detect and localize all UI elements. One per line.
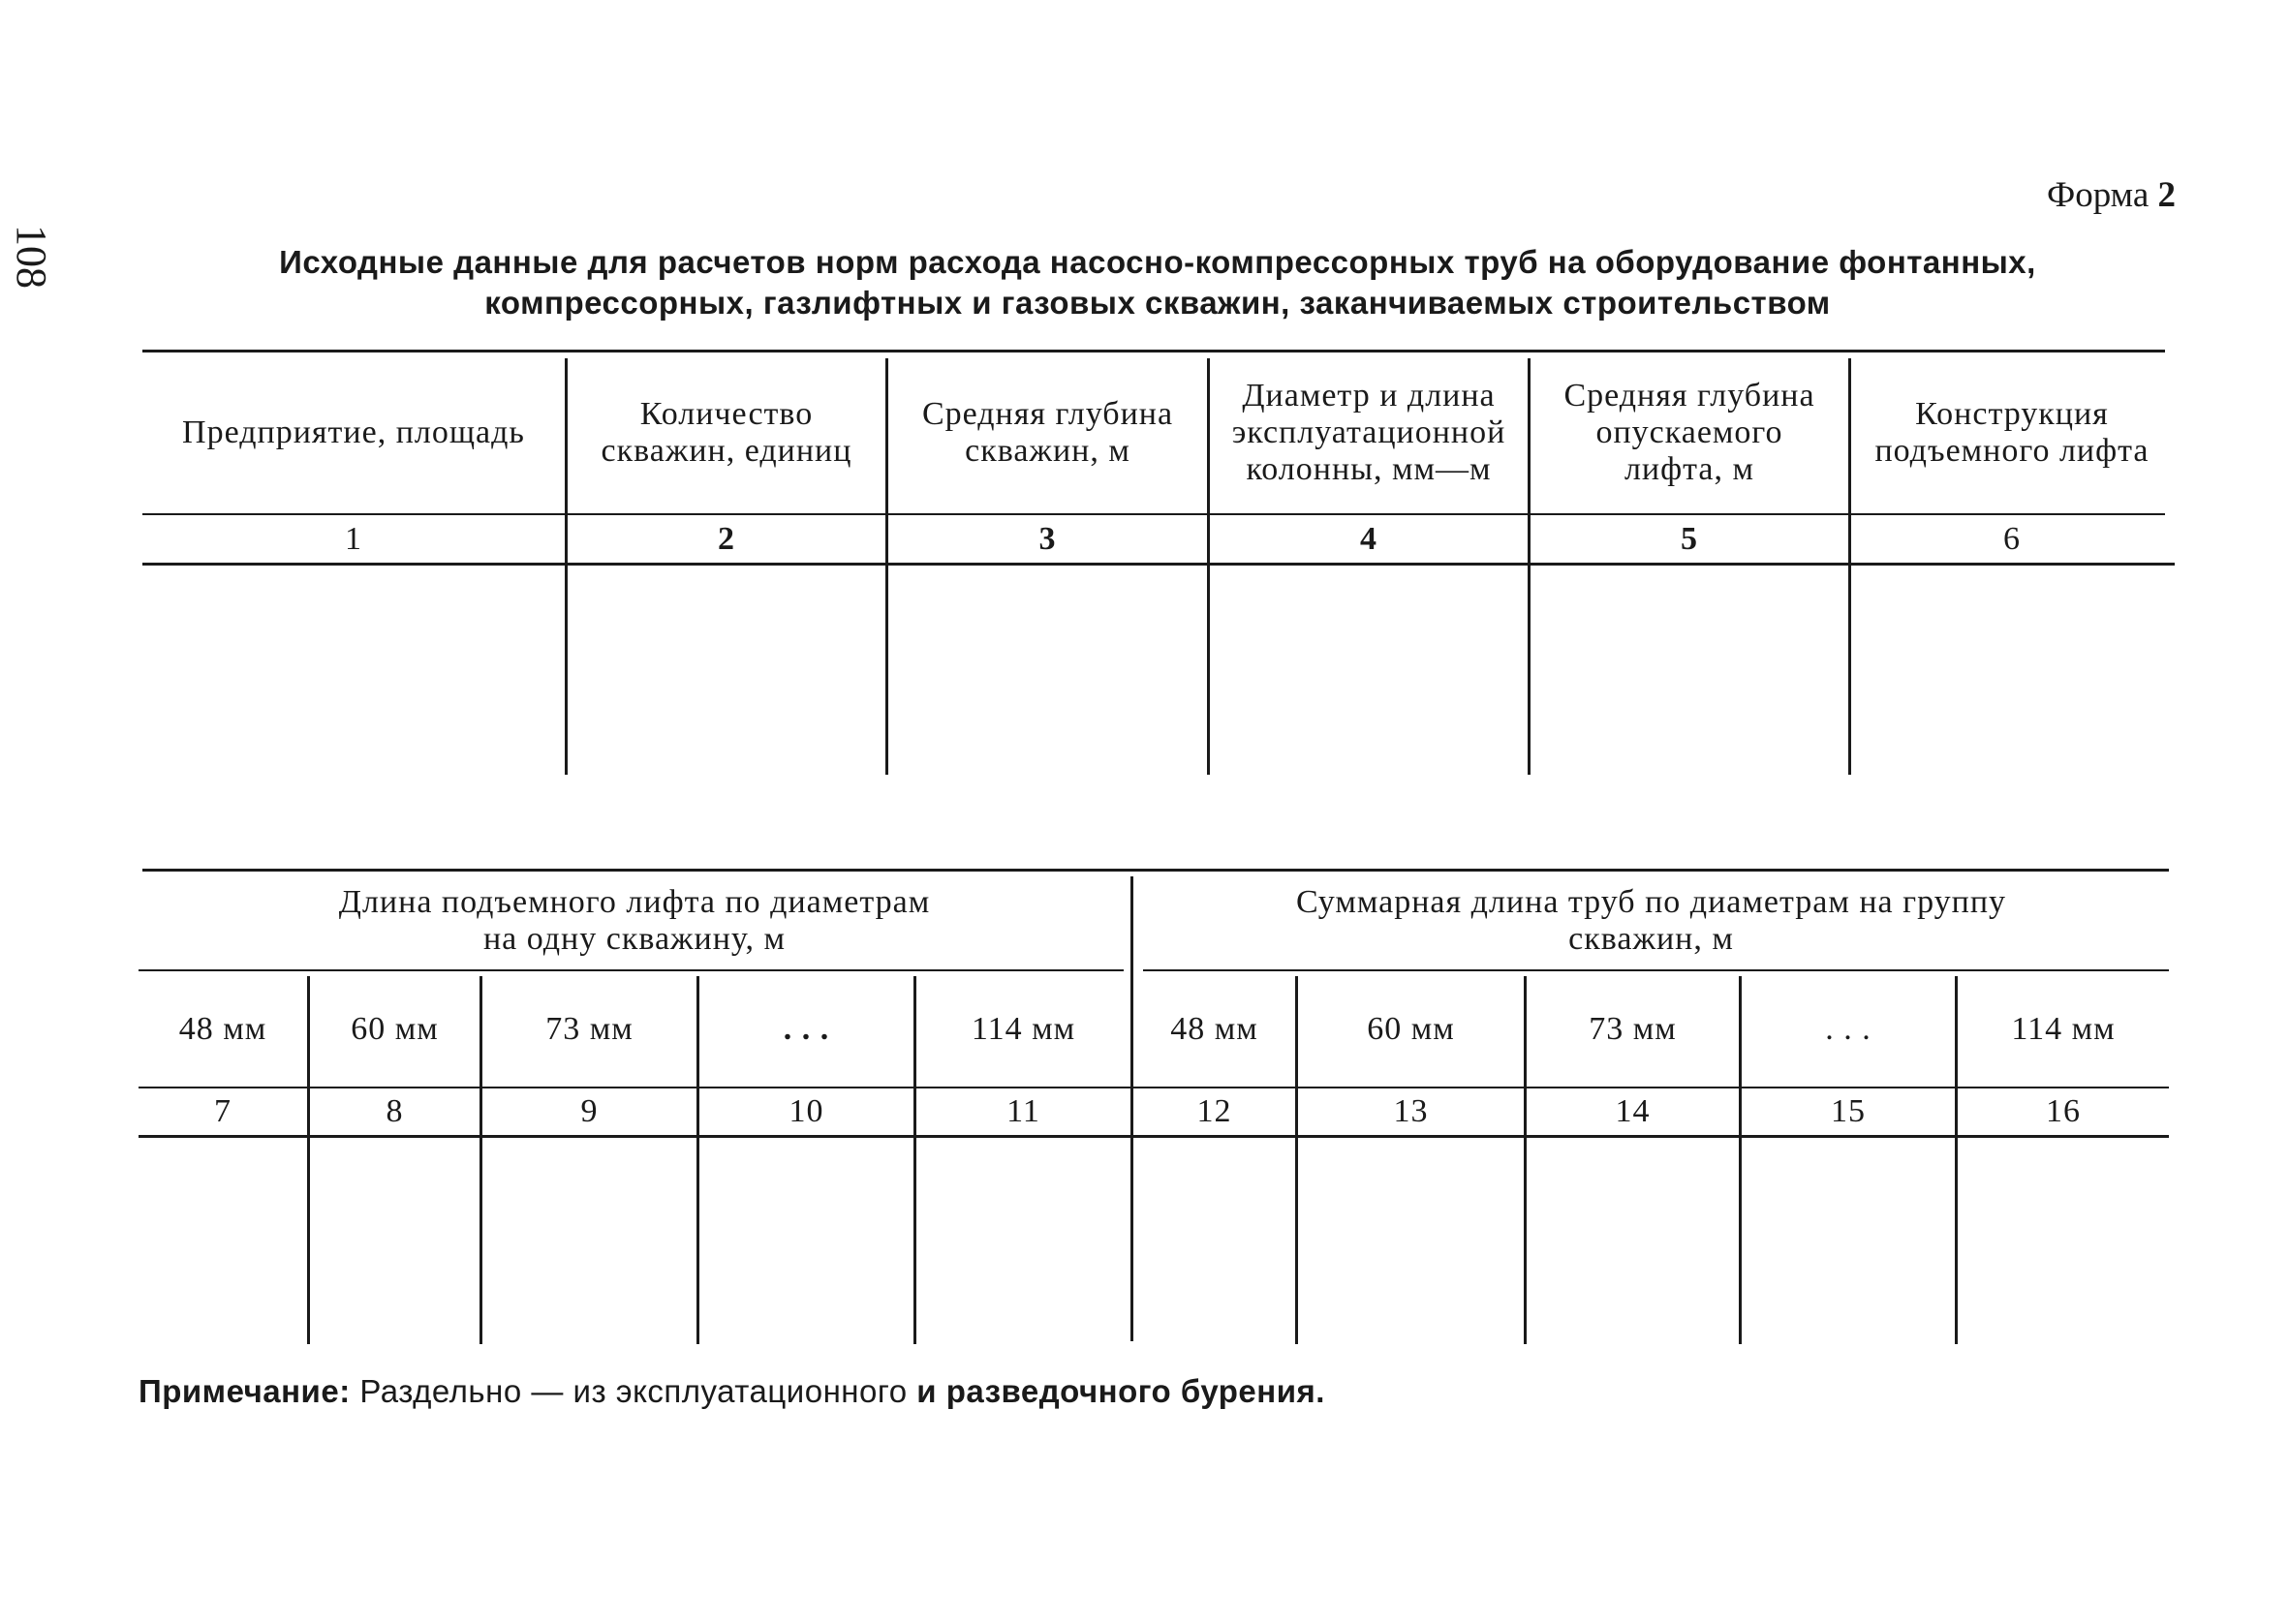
footnote-text [359, 1373, 1325, 1409]
table2-number-rule [139, 1135, 2169, 1138]
table2-group-header: Длина подъемного лифта по диаметрам на одну скважину, м [338, 884, 931, 957]
table1-col-number: 5 [1681, 521, 1698, 557]
table2-col-number: 11 [1006, 1093, 1040, 1129]
form-label [2047, 174, 2176, 216]
table2-size-header: 114 мм [2011, 1010, 2116, 1047]
footnote [139, 1373, 1325, 1410]
table1-header: Количество скважин, единиц [601, 396, 852, 469]
table1-header-rule [142, 513, 2165, 515]
table2-size-header: 114 мм [971, 1010, 1076, 1047]
table2-group-rule [1143, 969, 2169, 971]
table1-number-rule [142, 563, 2175, 566]
table1-header: Диаметр и длина эксплуатационной колонны, мм—м [1231, 378, 1506, 487]
table2-col-number: 16 [2046, 1093, 2081, 1129]
table1-col-number: 2 [718, 521, 735, 557]
title-line-2: компрессорных, газлифтных и газовых скважин, заканчиваемых строительством [484, 285, 1831, 321]
title-line-1: Исходные данные для расчетов норм расхода насосно-компрессорных труб на оборудование фонтанных, [279, 244, 2036, 280]
page-number: 108 [8, 225, 55, 289]
document-title [145, 242, 2170, 323]
table2-size-header: . . . [783, 1010, 830, 1047]
table1-col-number: 4 [1360, 521, 1377, 557]
table2-col-number: 10 [789, 1093, 824, 1129]
table1-header: Конструкция подъемного лифта [1874, 396, 2150, 469]
table2-col-number: 12 [1196, 1093, 1232, 1129]
table1-col-number: 3 [1038, 521, 1057, 557]
table2-col-number: 8 [386, 1093, 404, 1129]
table2-col-number: 13 [1393, 1093, 1429, 1129]
form-label-number: 2 [2157, 175, 2176, 215]
table2-size-header: 73 мм [545, 1010, 634, 1047]
footnote-text-bold: и разведочного бурения. [916, 1373, 1325, 1409]
form-label-word: Форма [2046, 175, 2150, 215]
table2-col-number: 7 [214, 1093, 232, 1129]
table2-col-number: 9 [580, 1093, 599, 1129]
table2-size-header: 60 мм [1367, 1010, 1455, 1047]
table2-group-rule [139, 969, 1124, 971]
table2-group-header: Суммарная длина труб по диаметрам на группу скважин, м [1295, 884, 2007, 957]
table1-header: Средняя глубина опускаемого лифта, м [1563, 378, 1815, 487]
table2-col-number: 14 [1615, 1093, 1651, 1129]
footnote-label: Примечание: [139, 1373, 351, 1409]
table1-top-rule [142, 350, 2165, 352]
table1-header: Предприятие, площадь [182, 414, 525, 450]
table2-size-header: 48 мм [1170, 1010, 1258, 1047]
table2-size-header: . . . [1825, 1010, 1871, 1047]
table2-size-rule [139, 1087, 2169, 1088]
table1-col-number: 1 [345, 521, 362, 557]
table2-size-header: 48 мм [178, 1010, 267, 1047]
table1-header: Средняя глубина скважин, м [921, 396, 1174, 469]
table1-col-number: 6 [2003, 521, 2021, 557]
table2-size-header: 73 мм [1589, 1010, 1677, 1047]
table2-size-header: 60 мм [351, 1010, 439, 1047]
table2-top-rule [142, 869, 2169, 872]
table2-col-number: 15 [1831, 1093, 1866, 1129]
footnote-text-plain: Раздельно — из эксплуатационного [359, 1373, 908, 1409]
